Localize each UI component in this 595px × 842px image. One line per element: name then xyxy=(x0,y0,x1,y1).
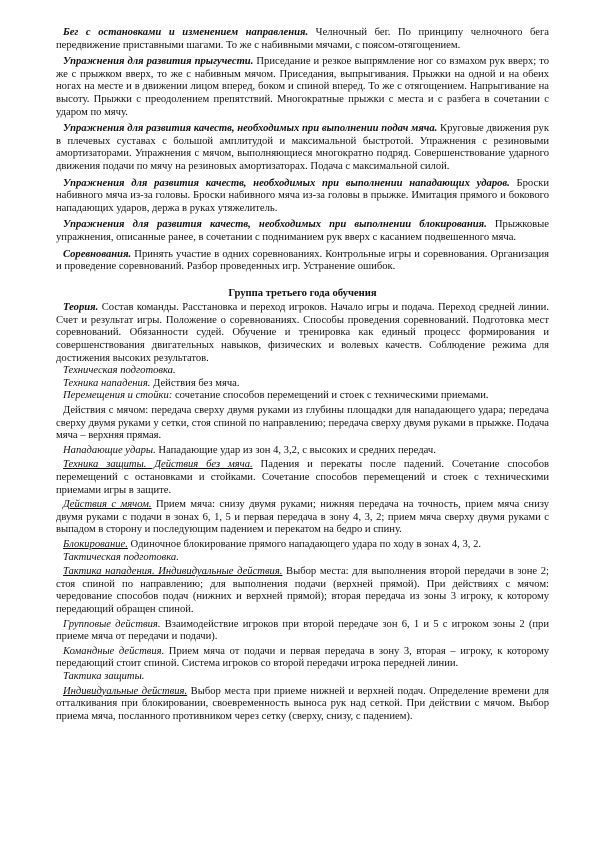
paragraph-defense-ball xyxy=(56,499,549,537)
subheading-technical-prep: Техническая подготовка. xyxy=(63,365,176,377)
paragraph-serve xyxy=(56,123,549,173)
paragraph-lead: Техника нападения. xyxy=(63,377,151,389)
paragraph-lead: Бег с остановками и изменением направления. xyxy=(63,27,309,38)
paragraph-blocking-2 xyxy=(56,539,549,552)
paragraph-shuttle-run xyxy=(56,27,549,52)
paragraph-blocking xyxy=(56,219,549,244)
paragraph-lead: Перемещения и стойки: xyxy=(63,390,173,402)
paragraph-text: Челночный бег. По принципу челночного бега передвижение приставными шагами. То же с набивными мячами, с поясом-отягощением. xyxy=(56,27,549,51)
paragraph-lead: Групповые действия. xyxy=(63,618,161,630)
subheading-defense-tactics: Тактика защиты. xyxy=(63,670,145,682)
paragraph-lead: Командные действия. xyxy=(63,645,165,657)
paragraph-text: Прием мяча: снизу двумя руками; нижняя передача на точность, прием мяча снизу двумя руками с подачи в зонах 6, 1, 5 и первая передача в зону 4, 3, 2; прием мяча сверху двумя руками с выпадом в сторону и последующим падением и перекатом на бедро и спину. xyxy=(56,499,550,536)
subheading-tactical-prep: Тактическая подготовка. xyxy=(63,551,179,563)
paragraph-lead: Упражнения для развития качеств, необходимых при выполнении нападающих ударов. xyxy=(63,177,510,189)
paragraph-lead: Упражнения для развития качеств, необходимых при выполнении блокирования. xyxy=(63,219,487,231)
paragraph-text: Прыжковые упражнения, описанные ранее, в сочетании с подниманием рук вверх с касанием подвешенного мяча. xyxy=(56,219,549,243)
paragraph-text: Выбор места: для выполнения второй передачи в зоне 2; стоя спиной по направлению; для выполнения подачи (верхней прямой). При действиях с мячом: чередование способов подач (нижних и верхней прямой); вторая передача из зоны 3 игроку, к которому передающий обращен спиной. xyxy=(56,566,549,615)
paragraph-text: Выбор места при приеме нижней и верхней подач. Определение времени для отталкивания при блокировании, своевременность выноса рук над сеткой. При действии с мячом. Выбор приема мяча, посланного противником через сетку (сверху, снизу, с падением). xyxy=(56,685,549,722)
paragraph-defense-technique xyxy=(56,459,549,497)
paragraph-competitions xyxy=(56,249,549,274)
paragraph-text: Состав команды. Расстановка и переход игроков. Начало игры и подача. Переход средней линии. Счет и результат игры. Положение о соревнованиях. Способы проведения соревнований. Подготовка мест соревнований. Обязанности судей. Обучение и тренировка как единый процесс формирования и совершенствования двигательных навыков, физических и волевых качеств. Соблюдение режима для достижения высоких результатов. xyxy=(56,302,549,364)
paragraph-text: Прием мяча от подачи и первая передача в зону 3, вторая – игроку, к которому передающий стоит спиной. Система игроков со второй передачи игрока передней линии. xyxy=(56,645,549,670)
paragraph-attack-hits-2 xyxy=(56,445,549,458)
paragraph-lead: Упражнения для развития прыгучести. xyxy=(63,56,254,68)
paragraph-team-actions xyxy=(56,646,549,671)
paragraph-text: Приседание и резкое выпрямление ног со взмахом рук вверх; то же с прыжком вверх, то же с набивным мячом. Приседания, выпрыгивания. Прыжки на одной и на обеих ногах на месте и в движении лицом вперед, боком и спиной вперед. То же с отягощением. Напрыгивание на высоту. Прыжки с преодолением препятствий. Многократные прыжки с места и с разбега в сочетании с ударом по мячу. xyxy=(56,56,549,118)
paragraph-lead: Блокирование. xyxy=(63,538,128,550)
paragraph-jumping xyxy=(56,56,549,119)
paragraph-lead: Теория. xyxy=(63,302,99,314)
section-heading: Группа третьего года обучения xyxy=(228,287,377,299)
paragraph-text: Одиночное блокирование прямого нападающего удара по ходу в зонах 4, 3, 2. xyxy=(127,538,482,550)
paragraph-lead: Упражнения для развития качеств, необходимых при выполнении подач мяча. xyxy=(63,123,438,135)
paragraph-text: Броски набивного мяча из-за головы. Броски набивного мяча из-за головы в прыжке. Имитация прямого и бокового нападающих ударов, держа в руках утяжелитель. xyxy=(56,177,549,214)
paragraph-lead: Техника защиты. Действия без мяча. xyxy=(63,459,253,471)
paragraph-lead: Действия с мячом. xyxy=(63,499,152,511)
paragraph-group-actions xyxy=(56,619,549,644)
paragraph-text: Взаимодействие игроков при второй передаче зон 6, 1 и 5 с игроком зоны 2 (при приеме мяча от передачи и подачи). xyxy=(56,618,549,643)
paragraph-text: Нападающие удар из зон 4, 3,2, с высоких и средних передач. xyxy=(155,444,436,456)
paragraph-lead: Соревнования. xyxy=(63,248,132,260)
paragraph-individual-actions xyxy=(56,686,549,724)
paragraph-theory xyxy=(56,302,549,365)
paragraph-attack-hits xyxy=(56,178,549,216)
paragraph-text: Действия без мяча. xyxy=(150,377,240,389)
paragraph-text: сочетание способов перемещений и стоек с техническими приемами. xyxy=(172,390,489,402)
paragraph-lead: Нападающие удары. xyxy=(63,444,156,456)
paragraph-lead: Тактика нападения. Индивидуальные действия. xyxy=(63,566,283,578)
paragraph-text: Падения и перекаты после падений. Сочетание способов перемещений с остановками и стойками. Сочетание способов перемещений и стоек с техническими приемами игры в защите. xyxy=(56,459,549,496)
paragraph-ball-actions: Действия с мячом: передача сверху двумя руками из глубины площадки для нападающего удара; передача сверху двумя руками у сетки, стоя спиной по направлению; передача сверху двумя руками в прыжке. Подача мяча – верхняя прямая. xyxy=(56,405,549,442)
paragraph-text: Принять участие в одних соревнованиях. Контрольные игры и соревнования. Организация и проведение соревнований. Разбор проведенных игр. Устранение ошибок. xyxy=(56,248,549,273)
paragraph-attack-technique xyxy=(56,378,549,391)
paragraph-lead: Индивидуальные действия. xyxy=(63,685,188,697)
paragraph-text: Круговые движения рук в плечевых суставах с большой амплитудой и максимальной быстротой. Упражнения с резиновыми амортизаторами. Упражнения с мячом, выполняющиеся многократно подряд. Совершенствование ударного движения подачи по мячу на резиновых амортизаторах. Подача с максимальной силой. xyxy=(56,123,550,172)
paragraph-moves xyxy=(56,390,549,403)
paragraph-tactic-attack xyxy=(56,566,549,616)
